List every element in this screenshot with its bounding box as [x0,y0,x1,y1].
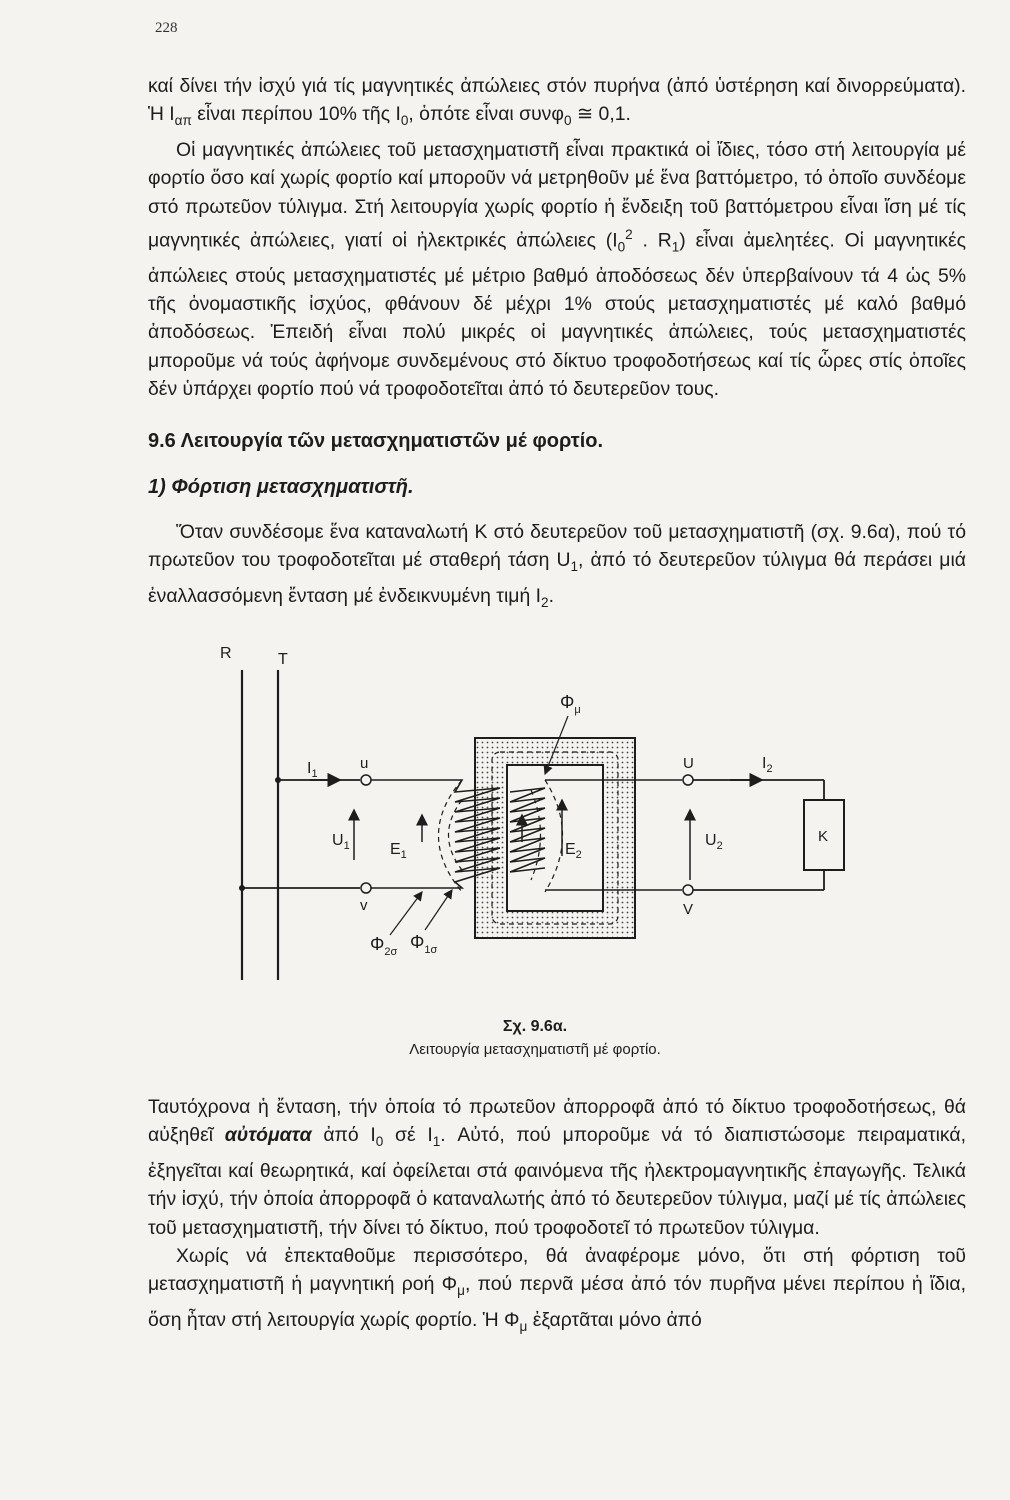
figure-caption-title: Σχ. 9.6α. [502,1018,568,1035]
label-e1: $E_1$ [390,841,407,861]
label-phi-2s: $\Phi_{2\sigma}$ [370,934,398,958]
section-subheading: 1) Φόρτιση μετασχηματιστῆ. [148,476,414,498]
paragraph-core-losses: καί δίνει τήν ἰσχύ γιά τίς μαγνητικές ἀπώλειες στόν πυρήνα (ἀπό ὑστέρηση καί δινορρεύματα). Ἡ $I_{\alpha\pi}$ εἶναι περίπου 10% τῆς $I_0$, ὁπότε εἶναι συνφ$_0$ ≅ 0,1. [148,75,966,129]
label-u1: $U_1$ [332,832,350,852]
label-phi-1s: $\Phi_{1\sigma}$ [410,932,438,956]
label-phi-mu: $\Phi_\mu$ [560,692,581,716]
label-t: T [278,651,288,668]
label-u-left: u [360,755,369,772]
paragraph-load-connection: Ὅταν συνδέσομε ἕνα καταναλωτή Κ στό δευτερεῦον τοῦ μετασχηματιστῆ (σχ. 9.6α), πού τό πρωτεῦον του τροφοδοτεῖται μέ σταθερή τάση $U_1$, ἀπό τό δευτερεῦον τύλιγμα θά περάσει μιά ἐναλλασσόμενη ἔνταση μέ ἐνδεικνυμένη τιμή $I_2$. [148,521,966,610]
paragraph-flux: Χωρίς νά ἐπεκταθοῦμε περισσότερο, θά ἀναφέρομε μόνο, ὅτι στή φόρτιση τοῦ μετασχηματιστῆ ἡ μαγνητική ροή $\Phi_\mu$, πού περνᾶ μέσα ἀπό τόν πυρῆνα μένει περίπου ἡ ἴδια, ὅση ἦταν στή λειτουργία χωρίς φορτίο. Ἡ $\Phi_\mu$ ἐξαρτᾶται μόνο ἀπό [148,1244,967,1334]
paragraph-magnetic-losses: Οἱ μαγνητικές ἀπώλειες τοῦ μετασχηματιστῆ εἶναι πρακτικά οἱ ἴδιες, τόσο στή λειτουργία μέ φορτίο ὅσο καί χωρίς φορτίο καί μποροῦν νά μετρηθοῦν μέ ἕνα βαττόμετρο, τό ὁποῖο συνδέομε στό πρωτεῦον τύλιγμα. Στή λειτουργία χωρίς φορτίο ἡ ἔνδειξη τοῦ βαττόμετρου εἶναι ἴση μέ τίς μαγνητικές ἀπώλειες, γιατί οἱ ἠλεκτρικές ἀπώλειες ($I_0^2$ . $R_1$) εἶναι ἀμελητέες. Οἱ μαγνητικές ἀπώλειες στούς μετασχηματιστές μέ μέτριο βαθμό ἀποδόσεως δέν ὑπερβαίνουν τά 4 ὡς 5% τῆς ὀνομαστικῆς ἰσχύος, φθάνουν δέ μέχρι 1% στούς μετασχηματιστές μέ καλό βαθμό ἀποδόσεως. Ἐπειδή εἶναι πολύ μικρές οἱ μαγνητικές ἀπώλειες, τούς μετασχηματιστές μποροῦμε νά τούς ἀφήνομε συνδεμένους στό δίκτυο τροφοδοτήσεως καί τίς ὧρες στίς ὁποῖες δέν ὑπάρχει φορτίο πού νά τροφοδοτεῖται ἀπό τό δευτερεῦον τους. [148,138,966,401]
bottom-text-block [148,1093,966,1341]
label-r: R [220,645,232,662]
label-u2: $U_2$ [705,832,723,852]
figure-caption-subtitle: Λειτουργία μετασχηματιστῆ μέ φορτίο. [409,1041,661,1058]
transformer-figure [200,630,880,1010]
label-v-right: V [683,901,694,918]
paragraph-current-increase: Ταυτόχρονα ἡ ἔνταση, τήν ὁποία τό πρωτεῦον ἀπορροφᾶ ἀπό τό δίκτυο τροφοδοτήσεως, θά αὐξηθεῖ αὐτόματα ἀπό $I_0$ σέ $I_1$. Αὐτό, πού μποροῦμε νά τό διαπιστώσομε πειραματικά, ἐξηγεῖται καί θεωρητικά, καί ὀφείλεται στά φαινόμενα τῆς ἠλεκτρομαγνητικῆς ἐπαγωγῆς. Τελικά τήν ἰσχύ, τήν ὁποία ἀπορροφᾶ ὁ καταναλωτής ἀπό τό δευτερεῦον τύλιγμα, μαζί μέ τίς ἀπώλειες τοῦ μετασχηματιστῆ, τήν δίνει τό δίκτυο, πού τροφοδοτεῖ τό πρωτεῦον τύλιγμα. [148,1096,966,1239]
label-e2: $E_2$ [565,841,582,861]
label-u-right: U [683,755,694,772]
secondary-winding [510,788,545,872]
top-text-block [148,72,966,404]
label-k: K [818,828,829,845]
label-i2: $I_2$ [762,755,773,775]
page-number: 228 [155,20,178,36]
mid-text-block [148,518,966,617]
label-v-left: v [360,897,368,914]
label-i1: $I_1$ [307,760,318,780]
section-heading: 9.6 Λειτουργία τῶν μετασχηματιστῶν μέ φορτίο. [148,430,604,452]
